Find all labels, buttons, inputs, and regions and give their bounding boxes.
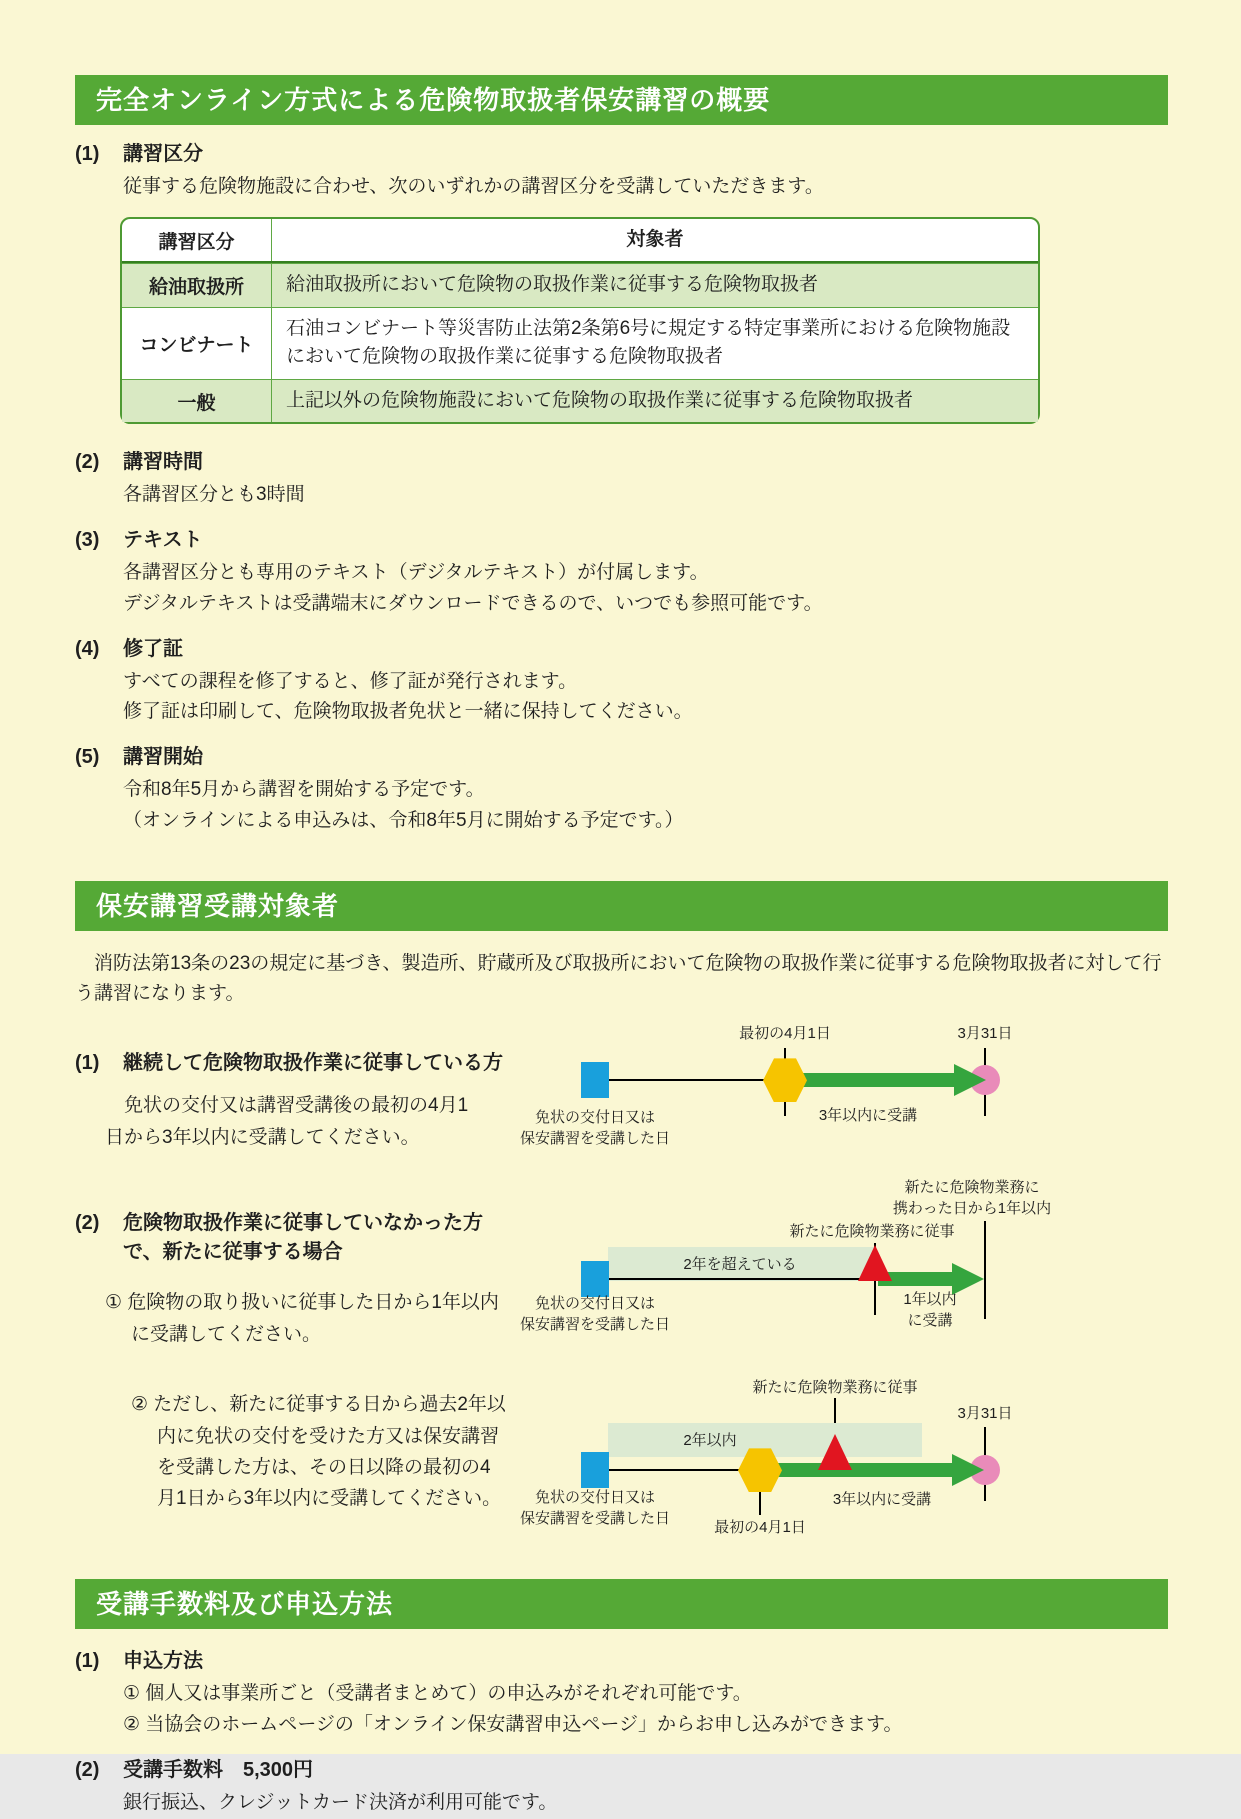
item-title: 講習区分 — [123, 143, 203, 165]
item-body-line: 免状の交付又は講習受講後の最初の4月1日から3年以内に受講してください。 — [105, 1095, 469, 1148]
item-number: (2) — [75, 1212, 100, 1235]
start-date-line1: 免状の交付日又は — [534, 1489, 656, 1507]
corner-note-line2: 携わった日から1年以内 — [892, 1200, 1052, 1218]
table-row — [122, 263, 1038, 307]
arrow-label: 3年以内に受講 — [818, 1107, 918, 1125]
start-marker-square — [581, 1062, 609, 1098]
timeline-tick — [984, 1221, 986, 1319]
item-number: (5) — [75, 746, 100, 769]
item-sub1: ① 個人又は事業所ごと（受講者まとめて）の申込みがそれぞれ可能です。 — [123, 1683, 752, 1705]
item-number: (4) — [75, 637, 100, 660]
item-fee — [75, 1756, 1168, 1819]
start-date-line2: 保安講習を受講した日 — [519, 1130, 671, 1148]
item-textbook — [75, 526, 1168, 620]
item-course-hours — [75, 448, 1168, 511]
start-date-label — [520, 1487, 670, 1529]
item-number: (3) — [75, 529, 100, 552]
item-body-line: 銀行振込、クレジットカード決済が利用可能です。 — [123, 1791, 558, 1813]
section2-intro: 消防法第13条の23の規定に基づき、製造所、貯蔵所及び取扱所において危険物の取扱作業に従事する危険物取扱者に対して行う講習になります。 — [75, 952, 1162, 1005]
item-body-line: 従事する危険物施設に合わせ、次のいずれかの講習区分を受講していただきます。 — [123, 176, 824, 197]
item-number: (2) — [75, 1758, 100, 1781]
item-number: (2) — [75, 451, 100, 474]
new-engagement-triangle — [858, 1245, 892, 1281]
timeline-axis — [595, 1079, 767, 1081]
timeline-axis — [595, 1278, 861, 1280]
start-date-line2: 保安講習を受講した日 — [519, 1316, 671, 1334]
table-cell-category: 給油取扱所 — [122, 264, 272, 307]
april-marker-hexagon — [763, 1058, 807, 1102]
timeline-continuing — [520, 1023, 1168, 1163]
item-body-line: 令和8年5月から講習を開始する予定です。 — [123, 779, 485, 801]
item-number: (1) — [75, 143, 100, 165]
item-sub1: ① 危険物の取り扱いに従事した日から1年以内に受講してください。 — [105, 1292, 499, 1345]
new-engagement-triangle — [818, 1434, 852, 1470]
start-date-line2: 保安講習を受講した日 — [519, 1510, 671, 1528]
item-body-line: 各講習区分とも専用のテキスト（デジタルテキスト）が付属します。 — [123, 562, 709, 584]
item-sub2: ② 当協会のホームページの「オンライン保安講習申込ページ」からお申し込みができます。 — [123, 1714, 903, 1736]
deadline-arrow — [788, 1073, 956, 1087]
item-body-line: （オンラインによる申込みは、令和8年5月に開始する予定です。） — [123, 809, 684, 831]
item-title: 修了証 — [123, 637, 183, 660]
item-body-line: 各講習区分とも3時間 — [123, 484, 305, 506]
start-marker-square — [581, 1452, 609, 1488]
item-title: 受講手数料 5,300円 — [123, 1758, 314, 1781]
timeline-axis — [595, 1469, 743, 1471]
band-label: 2年を超えている — [683, 1256, 797, 1274]
item-body-line: デジタルテキストは受講端末にダウンロードできるので、いつでも参照可能です。 — [123, 592, 823, 614]
deadline-arrow-head — [952, 1263, 984, 1295]
table-cell-target: 石油コンビナート等災害防止法第2条第6号に規定する特定事業所における危険物施設において危険物の取扱作業に従事する危険物取扱者 — [286, 317, 1011, 368]
band-label: 2年以内 — [683, 1432, 737, 1450]
engage-label: 新たに危険物業務に従事 — [752, 1379, 918, 1397]
timeline-date-label: 最初の4月1日 — [739, 1025, 831, 1043]
timeline-date-label: 3月31日 — [957, 1405, 1013, 1423]
row-within-two-years — [75, 1377, 1168, 1559]
item-title: 講習時間 — [123, 451, 203, 474]
table-cell-category: コンビナート — [122, 308, 272, 379]
start-date-line1: 免状の交付日又は — [534, 1109, 656, 1127]
start-date-label — [520, 1107, 670, 1149]
item-title: 講習開始 — [123, 746, 203, 769]
table-header-row — [122, 219, 1038, 264]
corner-note — [893, 1177, 1051, 1219]
item-number: (1) — [75, 1052, 100, 1075]
course-category-table — [120, 217, 1040, 425]
arrow-label-line1: 1年以内 — [903, 1291, 957, 1309]
section-header-overview: 完全オンライン方式による危険物取扱者保安講習の概要 — [75, 75, 1168, 125]
arrow-label: 3年以内に受講 — [832, 1491, 932, 1509]
section-header-target-persons: 保安講習受講対象者 — [75, 881, 1168, 931]
timeline-over-two-years — [520, 1177, 1168, 1355]
item-sub2: ② ただし、新たに従事する日から過去2年以内に免状の交付を受けた方又は保安講習を受講した方は、その日以降の最初の4月1日から3年以内に受講してください。 — [131, 1394, 506, 1510]
item-body-line: すべての課程を修了すると、修了証が発行されます。 — [123, 670, 578, 692]
item-certificate — [75, 635, 1168, 729]
start-date-label — [520, 1293, 670, 1335]
timeline-date-label: 3月31日 — [957, 1025, 1013, 1043]
table-cell-target: 給油取扱所において危険物の取扱作業に従事する危険物取扱者 — [286, 274, 819, 296]
arrow-label-line2: に受講 — [907, 1312, 953, 1330]
arrow-label — [903, 1289, 956, 1331]
table-row — [122, 307, 1038, 379]
item-title: テキスト — [123, 529, 203, 552]
item-title: 申込方法 — [123, 1650, 203, 1673]
item-title: 危険物取扱作業に従事していなかった方で、新たに従事する場合 — [123, 1212, 483, 1264]
item-application-method — [75, 1647, 1168, 1741]
table-header-category: 講習区分 — [122, 219, 272, 262]
item-title: 継続して危険物取扱作業に従事している方 — [123, 1052, 503, 1075]
deadline-arrow-head — [952, 1454, 984, 1486]
table-cell-target: 上記以外の危険物施設において危険物の取扱作業に従事する危険物取扱者 — [286, 389, 914, 411]
deadline-arrow — [766, 1463, 954, 1477]
section-header-fee-application: 受講手数料及び申込方法 — [75, 1579, 1168, 1629]
item-course-category — [75, 140, 1168, 203]
item-body-line: 修了証は印刷して、危険物取扱者免状と一緒に保持してください。 — [123, 701, 693, 723]
engage-label: 新たに危険物業務に従事 — [789, 1223, 955, 1241]
row-continuing-worker — [75, 1023, 1168, 1163]
row-new-worker — [75, 1177, 1168, 1355]
start-marker-square — [581, 1261, 609, 1297]
corner-note-line1: 新たに危険物業務に — [904, 1179, 1040, 1197]
timeline-within-two-years — [520, 1377, 1168, 1559]
table-header-target: 対象者 — [626, 228, 684, 250]
table-cell-category: 一般 — [122, 380, 272, 423]
start-date-line1: 免状の交付日又は — [534, 1295, 656, 1313]
item-course-start — [75, 743, 1168, 837]
timeline-date-label: 最初の4月1日 — [714, 1519, 806, 1537]
deadline-arrow-head — [954, 1064, 986, 1096]
table-row — [122, 379, 1038, 423]
item-number: (1) — [75, 1650, 100, 1673]
